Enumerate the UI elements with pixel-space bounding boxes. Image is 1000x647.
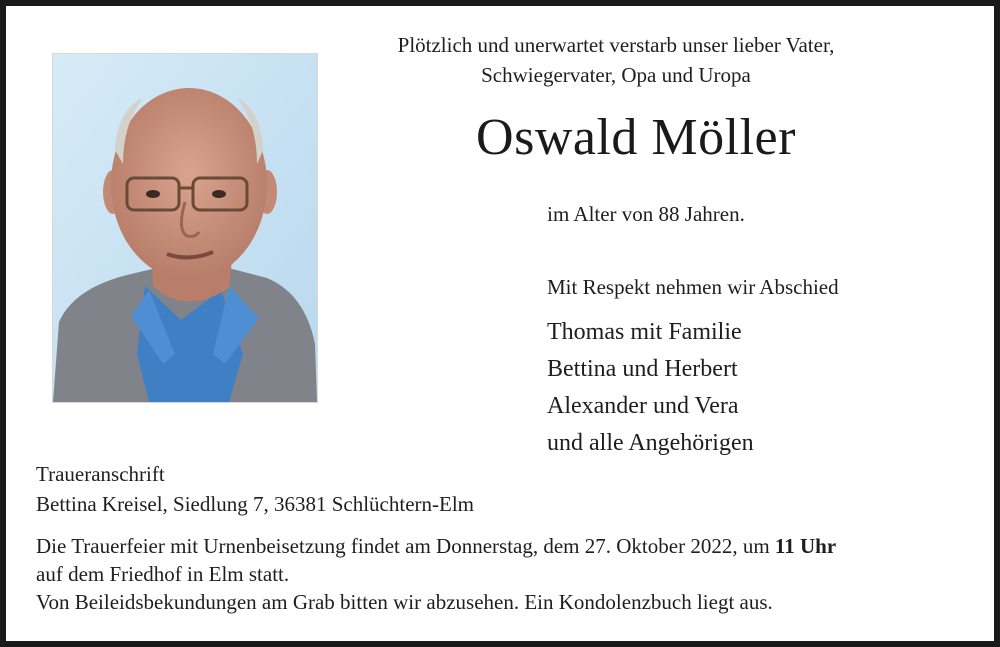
ceremony-time: 11 Uhr [774, 534, 837, 558]
portrait-photo [52, 53, 318, 403]
ceremony-line-2: auf dem Friedhof in Elm statt. [36, 562, 290, 586]
mourners-list [547, 314, 754, 462]
ceremony-text: Die Trauerfeier mit Urnenbeisetzung findet am Donnerstag, dem 27. Oktober 2022, um [36, 534, 775, 558]
mourner-item: und alle Angehörigen [547, 430, 754, 456]
deceased-name: Oswald Möller [476, 109, 796, 166]
intro-text [336, 30, 896, 90]
farewell-text: Mit Respekt nehmen wir Abschied [547, 275, 839, 299]
intro-line-2: Schwiegervater, Opa und Uropa [481, 63, 751, 87]
ceremony-line-1 [36, 532, 976, 560]
mourning-address [36, 459, 474, 519]
address-text: Bettina Kreisel, Siedlung 7, 36381 Schlüchtern-Elm [36, 492, 475, 516]
mourner-item: Bettina und Herbert [547, 356, 738, 382]
intro-line-1: Plötzlich und unerwartet verstarb unser lieber Vater, [397, 33, 835, 57]
mourner-item: Thomas mit Familie [547, 319, 742, 345]
age-text: im Alter von 88 Jahren. [547, 202, 745, 226]
address-label: Traueranschrift [36, 462, 165, 486]
mourner-item: Alexander und Vera [547, 393, 739, 419]
ceremony-line-3: Von Beileidsbekundungen am Grab bitten wir abzusehen. Ein Kondolenzbuch liegt aus. [36, 590, 773, 614]
ceremony-info [36, 532, 976, 616]
